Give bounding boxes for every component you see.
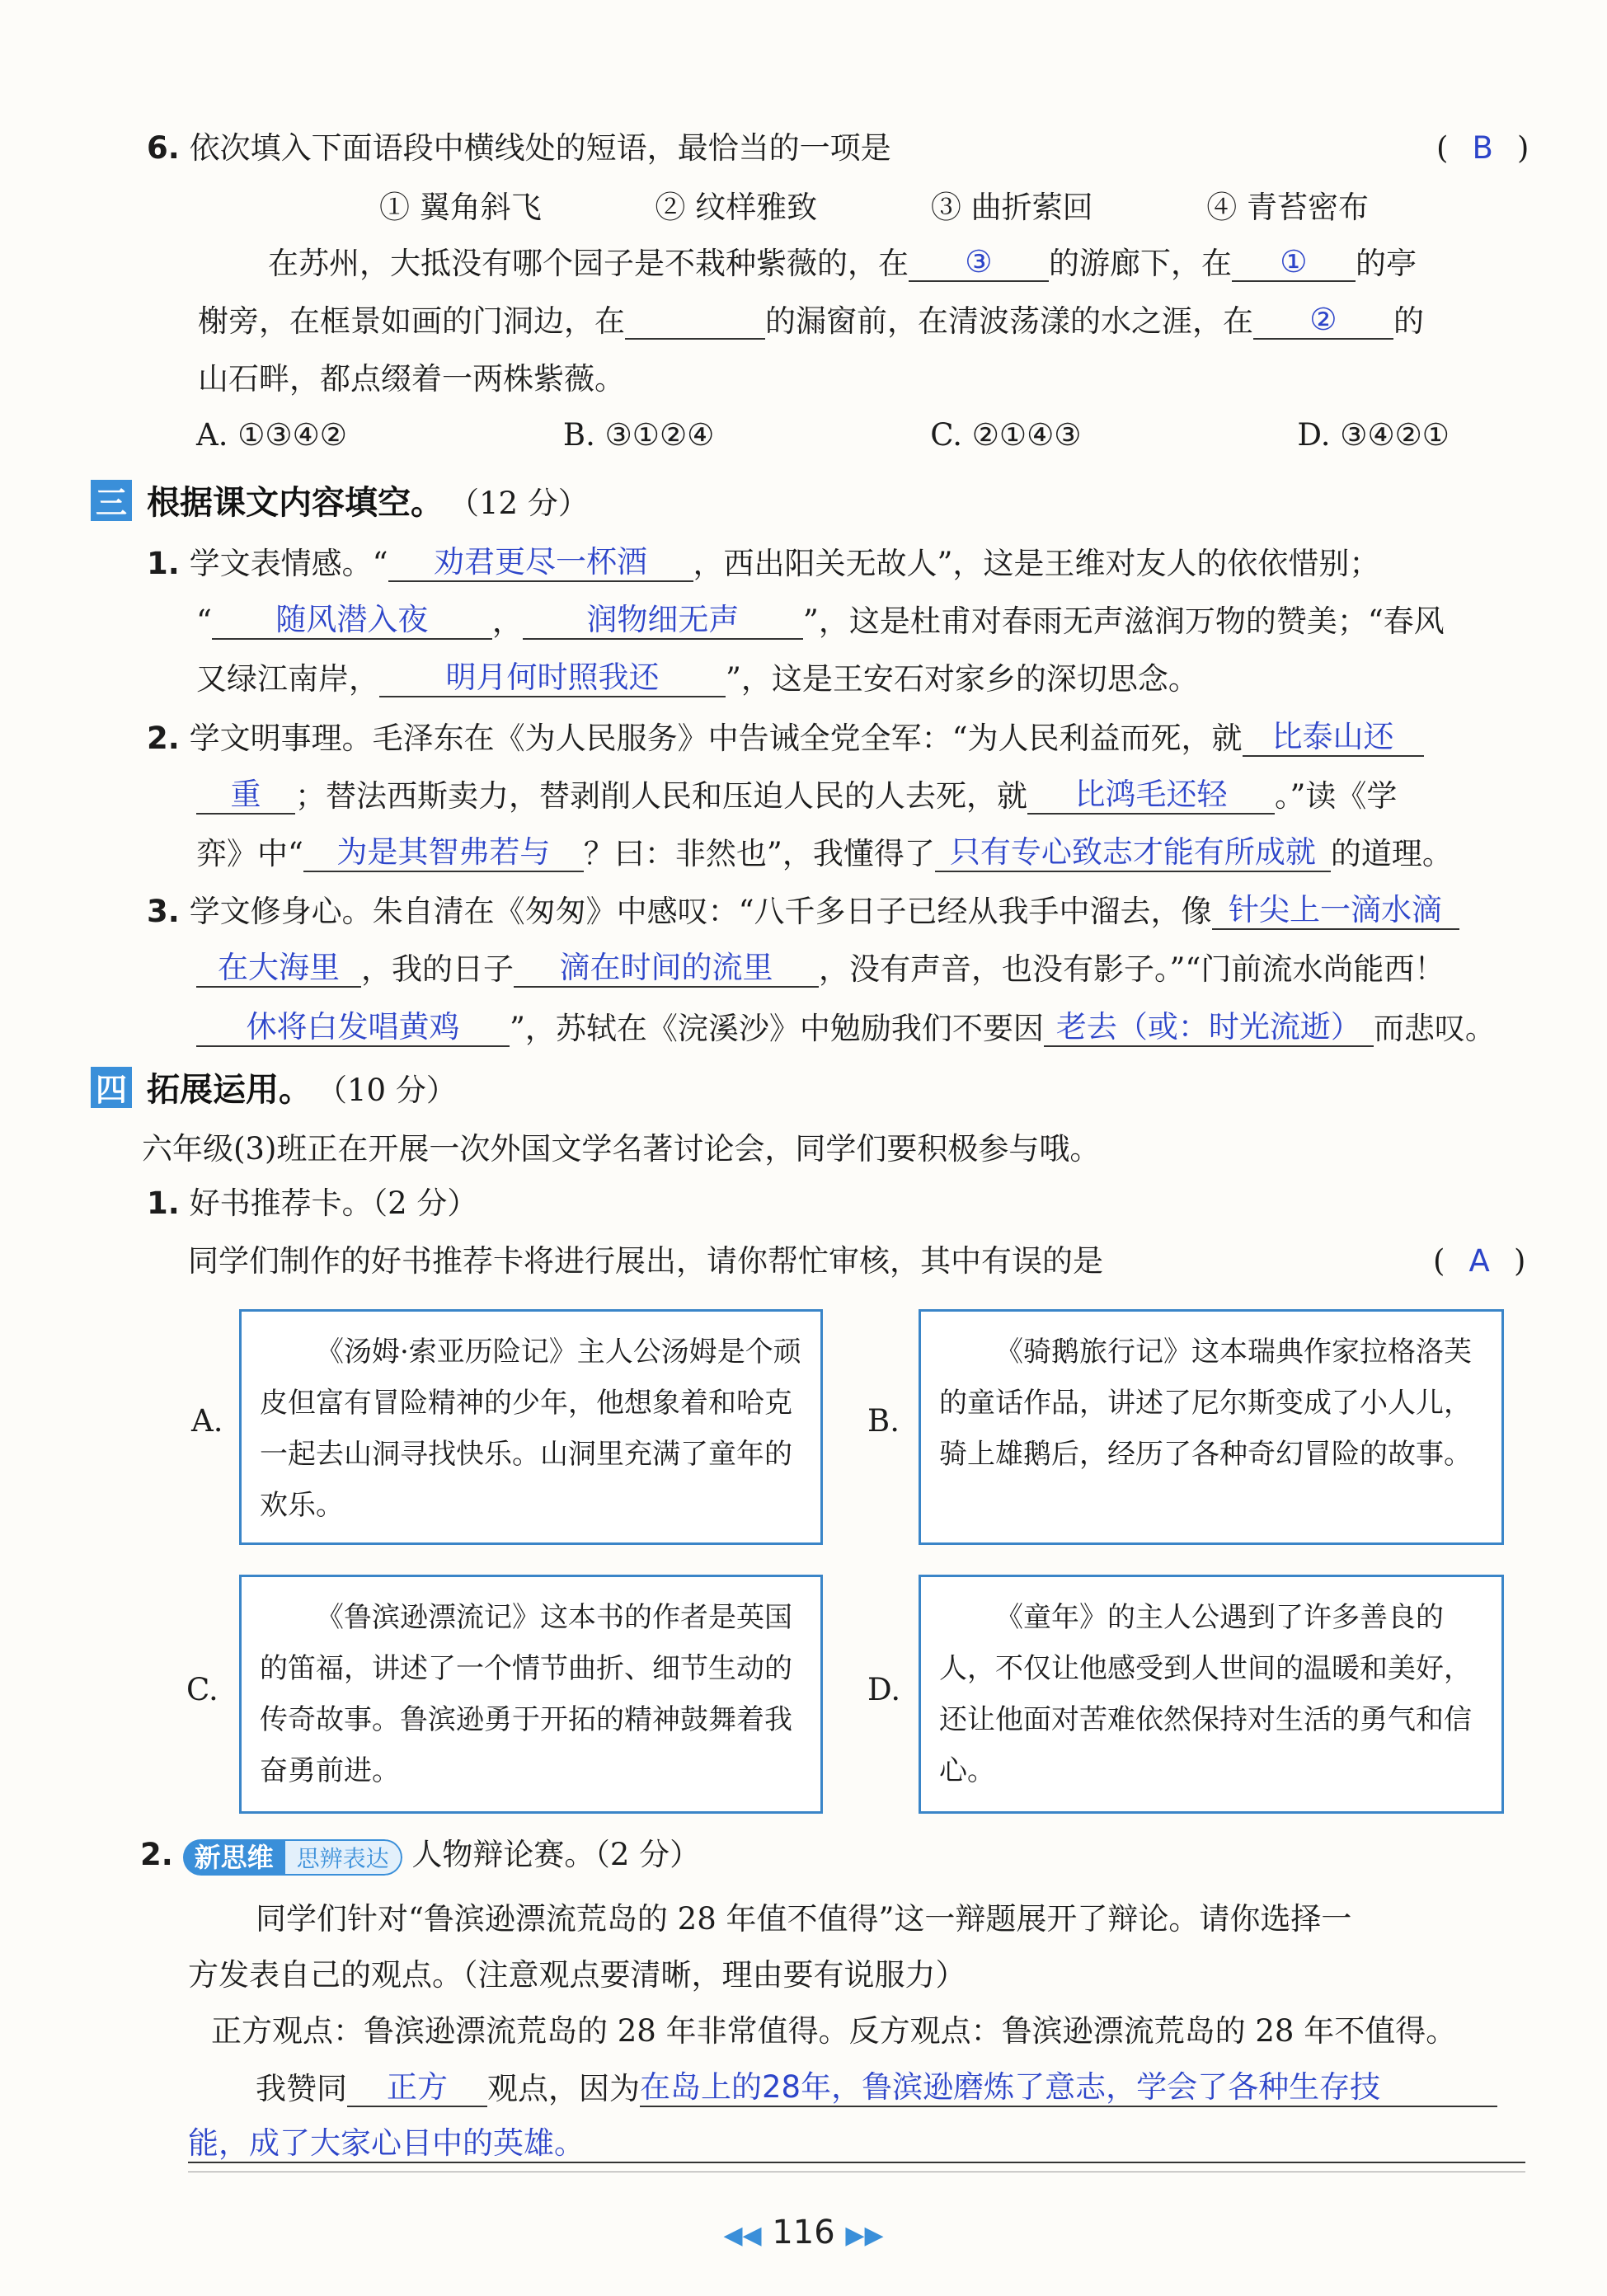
s3-q3-answer-4: 老去（或：时光流逝） <box>1044 1009 1374 1047</box>
s4-q2-title-line <box>140 1837 700 1876</box>
s4-q2-number: 2. <box>140 1837 173 1872</box>
s3-q3-text: ，我的日子 <box>361 951 514 987</box>
s3-q3-line-1 <box>147 892 1459 930</box>
tag-main: 新思维 <box>183 1839 285 1876</box>
s4-q2-answer-reason-2: 能，成了大家心目中的英雄。 <box>188 2125 1525 2163</box>
q6-phrase: ③ 曲折萦回 <box>930 190 1093 225</box>
q6-blank-3 <box>625 302 765 340</box>
q6-option: D. ③④②① <box>1297 417 1450 453</box>
s3-q1-number: 1. <box>147 546 180 581</box>
s3-q3-text: 学文修身心。朱自清在《匆匆》中感叹：“八千多日子已经从我手中溜去，像 <box>189 894 1212 929</box>
card-b-label: B. <box>867 1403 900 1439</box>
q6-phrase: ④ 青苔密布 <box>1206 190 1369 225</box>
s3-q2-number: 2. <box>147 721 180 756</box>
card-c-label: C. <box>186 1672 218 1707</box>
q6-answer: B <box>1472 130 1493 166</box>
s3-q2-text: ？曰：非然也”，我懂得了 <box>583 836 935 871</box>
card-d-text: 《童年》的主人公遇到了许多善良的人，不仅让他感受到人世间的温暖和美好，还让他面对苦难依然保持对生活的勇气和信心。 <box>939 1601 1472 1787</box>
s3-q2-text: 的道理。 <box>1330 836 1453 871</box>
s3-q2-answer-3: 为是其智弗若与 <box>303 834 584 872</box>
s3-q1-text: 又绿江南岸， <box>196 661 379 697</box>
q6-phrase: ① 翼角斜飞 <box>379 190 542 225</box>
s3-q2-answer-2: 比鸿毛还轻 <box>1027 777 1275 815</box>
s3-q2-text: 学文明事理。毛泽东在《为人民服务》中告诫全党全军：“为人民利益而死，就 <box>189 721 1243 756</box>
s3-q3-text: ”，苏轼在《浣溪沙》中勉励我们不要因 <box>510 1011 1044 1046</box>
s3-q2-text: 。”读《学 <box>1275 778 1398 814</box>
s3-q3-text: 而悲叹。 <box>1373 1011 1496 1046</box>
q6-blank-2: ① <box>1232 244 1356 282</box>
section-3-badge: 三 <box>91 480 132 521</box>
q6-passage-text: 的漏窗前，在清波荡漾的水之涯，在 <box>765 303 1253 339</box>
prev-page-icon[interactable]: ◀◀ <box>723 2221 762 2250</box>
s3-q1-text: 学文表情感。“ <box>189 546 388 581</box>
q6-option: C. ②①④③ <box>930 417 1082 453</box>
s3-q1-answer-1: 劝君更尽一杯酒 <box>388 544 693 582</box>
tag-sub: 思辨表达 <box>285 1839 402 1876</box>
s4-q1-title-line <box>147 1186 477 1222</box>
s4-q2-answer-line-2 <box>188 2125 1525 2163</box>
s4-q1-answer: A <box>1468 1243 1490 1279</box>
card-b-text: 《骑鹅旅行记》这本瑞典作家拉格洛芙的童话作品，讲述了尼尔斯变成了小人儿，骑上雄鹅后，经历了各种奇幻冒险的故事。 <box>939 1336 1472 1471</box>
card-c <box>239 1575 823 1814</box>
s3-q2-answer-1b: 重 <box>196 777 295 815</box>
card-b <box>919 1309 1504 1545</box>
section-4-intro: 六年级(3)班正在开展一次外国文学名著讨论会，同学们要积极参与哦。 <box>142 1131 1101 1167</box>
q6-option: B. ③①②④ <box>562 417 715 453</box>
s3-q3-number: 3. <box>147 894 180 929</box>
card-d-label: D. <box>867 1672 901 1707</box>
s3-q3-line-2 <box>196 950 1445 988</box>
section-3-score: （12 分） <box>449 485 589 521</box>
q6-passage-line-2 <box>198 302 1424 340</box>
s4-q2-answer-side: 正方 <box>347 2069 487 2107</box>
s3-q2-line-1 <box>147 719 1424 757</box>
s4-q1-answer-bracket: ( A ) <box>1433 1243 1526 1279</box>
s3-q1-answer-2: 随风潜入夜 <box>212 602 492 640</box>
section-4-score: （10 分） <box>317 1072 457 1108</box>
q6-options <box>196 417 1450 453</box>
s3-q3-text: ，没有声音，也没有影子。”“门前流水尚能西！ <box>819 951 1445 987</box>
s3-q2-answer-4: 只有专心致志才能有所成就 <box>935 834 1331 872</box>
s4-q2-title: 人物辩论赛。（2 分） <box>411 1837 701 1872</box>
s4-q2-answer-line-1 <box>256 2069 1497 2107</box>
s3-q1-text: ，西出阳关无故人”，这是王维对友人的依依惜别； <box>693 546 1380 581</box>
page-number: 116 <box>772 2214 835 2251</box>
s3-q1-answer-3: 润物细无声 <box>523 602 803 640</box>
s4-q2-answer-reason-1: 在岛上的28年，鲁滨逊磨炼了意志，学会了各种生存技 <box>640 2069 1497 2107</box>
q6-number: 6. <box>147 130 180 166</box>
s4-q2-text: 我赞同 <box>256 2071 347 2106</box>
s3-q3-line-3 <box>196 1009 1496 1047</box>
s4-q2-text: 观点，因为 <box>487 2071 640 2106</box>
q6-passage-text: 的游廊下，在 <box>1049 246 1232 281</box>
s4-q1-title: 好书推荐卡。（2 分） <box>189 1186 478 1221</box>
card-d <box>919 1575 1504 1814</box>
q6-phrases <box>379 190 1369 226</box>
s3-q2-text: ；替法西斯卖力，替剥削人民和压迫人民的人去死，就 <box>295 778 1027 814</box>
q6-passage-text: 的亭 <box>1356 246 1417 281</box>
s3-q1-text: “ <box>196 603 212 639</box>
s3-q1-line-2 <box>196 602 1445 640</box>
q6-answer-bracket: ( B ) <box>1436 130 1529 166</box>
s3-q1-text: ， <box>491 603 523 639</box>
next-page-icon[interactable]: ▶▶ <box>845 2221 884 2250</box>
section-4-header <box>91 1063 457 1110</box>
s3-q1-text: ”，这是杜甫对春雨无声滋润万物的赞美；“春风 <box>802 603 1445 639</box>
q6-phrase: ② 纹样雅致 <box>655 190 818 225</box>
q6-blank-4: ② <box>1253 302 1393 340</box>
q6-passage-text: 在苏州，大抵没有哪个园子是不栽种紫薇的，在 <box>268 246 909 281</box>
section-3-header <box>91 477 589 524</box>
card-c-text: 《鲁滨逊漂流记》这本书的作者是英国的笛福，讲述了一个情节曲折、细节生动的传奇故事。鲁滨逊勇于开拓的精神鼓舞着我奋勇前进。 <box>260 1601 792 1787</box>
card-a-label: A. <box>191 1403 223 1439</box>
s3-q1-line-3 <box>196 660 1199 697</box>
s3-q3-answer-2: 滴在时间的流里 <box>514 950 819 988</box>
s3-q1-text: ”，这是王安石对家乡的深切思念。 <box>726 661 1199 697</box>
card-a-text: 《汤姆·索亚历险记》主人公汤姆是个顽皮但富有冒险精神的少年，他想象着和哈克一起去山洞寻找快乐。山洞里充满了童年的欢乐。 <box>260 1336 801 1522</box>
s3-q3-answer-1b: 在大海里 <box>196 950 361 988</box>
q6-passage-line-1 <box>268 244 1417 282</box>
q6-passage-line-3: 山石畔，都点缀着一两株紫薇。 <box>198 361 625 397</box>
s3-q3-answer-3: 休将白发唱黄鸡 <box>196 1009 510 1047</box>
s4-q1-number: 1. <box>147 1186 180 1221</box>
s3-q1-line-1 <box>147 544 1379 582</box>
s4-q2-para-1: 同学们针对“鲁滨逊漂流荒岛的 28 年值不值得”这一辩题展开了辩论。请你选择一 <box>256 1901 1352 1937</box>
page-number-footer <box>0 2214 1607 2251</box>
new-thinking-tag <box>183 1839 402 1876</box>
section-3-title: 根据课文内容填空。 <box>147 484 444 522</box>
s3-q3-answer-1: 针尖上一滴水滴 <box>1212 892 1459 930</box>
section-4-badge: 四 <box>91 1067 132 1108</box>
section-4-title: 拓展运用。 <box>147 1071 312 1109</box>
s3-q2-text: 弈》中“ <box>196 836 303 871</box>
q6-option: A. ①③④② <box>196 417 347 453</box>
s3-q2-answer-1: 比泰山还 <box>1243 719 1424 757</box>
s3-q1-answer-4: 明月何时照我还 <box>379 660 726 697</box>
q6-question-text: 依次填入下面语段中横线处的短语，最恰当的一项是 <box>189 130 891 166</box>
s3-q2-line-3 <box>196 834 1453 872</box>
q6-blank-1: ③ <box>909 244 1049 282</box>
q6-question <box>147 130 891 167</box>
s4-q2-views: 正方观点：鲁滨逊漂流荒岛的 28 年非常值得。反方观点：鲁滨逊漂流荒岛的 28 年不值得。 <box>211 2013 1457 2049</box>
s3-q2-line-2 <box>196 777 1397 815</box>
q6-passage-text: 榭旁，在框景如画的门洞边，在 <box>198 303 625 339</box>
q6-passage-text: 的 <box>1393 303 1424 339</box>
s4-q1-question: 同学们制作的好书推荐卡将进行展出，请你帮忙审核，其中有误的是 <box>188 1243 1103 1279</box>
s4-q2-para-2: 方发表自己的观点。（注意观点要清晰，理由要有说服力） <box>188 1957 966 1993</box>
card-a <box>239 1309 823 1545</box>
